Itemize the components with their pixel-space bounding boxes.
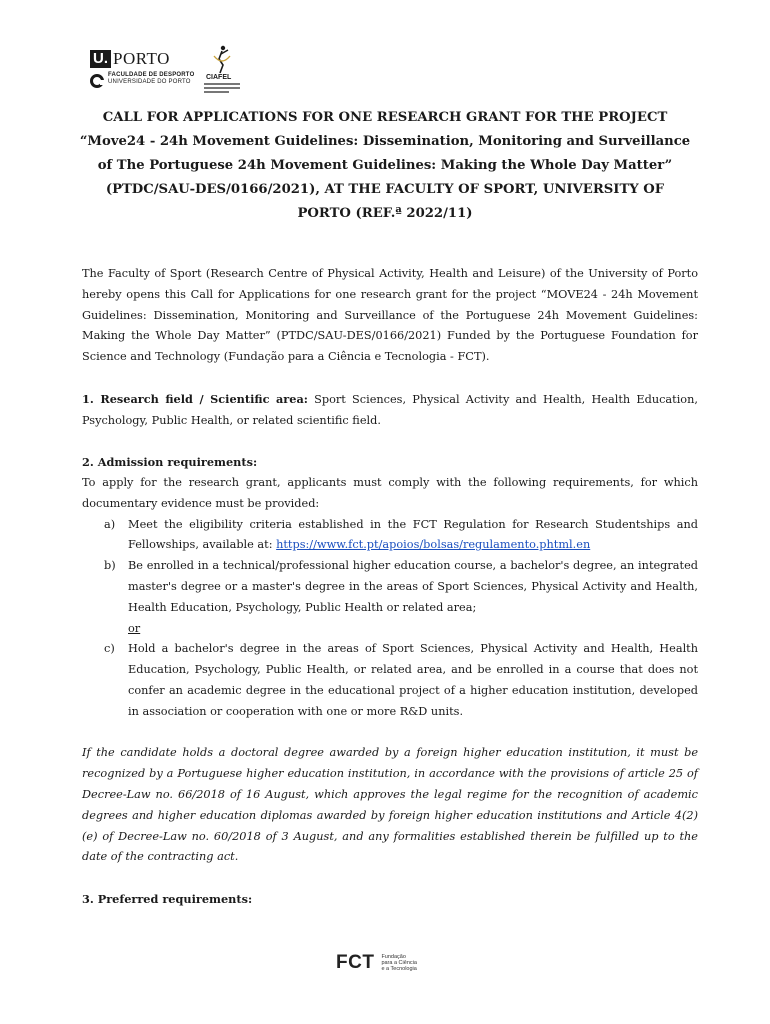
ciafel-subtitle	[204, 83, 240, 95]
list-item-text: Meet the eligibility criteria established in the FCT Regulation for Research Studentships and Fellowships, available at:	[128, 517, 698, 552]
section-heading: 1. Research field / Scientific area:	[82, 391, 308, 406]
document-title	[60, 106, 710, 226]
requirements-list	[82, 515, 698, 619]
requirements-list-cont	[82, 639, 698, 722]
document-body	[82, 264, 698, 910]
section-text: Sport Sciences, Physical Activity and Health, Health Education, Psychology, Public Health, or related scientific field.	[82, 392, 698, 427]
fct-line: para a Ciência	[381, 960, 417, 966]
intro-paragraph: The Faculty of Sport (Research Centre of Physical Activity, Health and Leisure) of the University of Porto hereby opens this Call for Applications for one research grant for the project “MOVE24 - 24h Movement Guidelines: Dissemination, Monitoring and Surveillance of the Portuguese 24h Movement Guidelines: Making the Whole Day Matter” (PTDC/SAU-DES/0166/2021) Funded by the Portuguese Foundation for Science and Technology (Fundação para a Ciência e Tecnologia - FCT).	[82, 267, 698, 364]
fct-subtitle	[381, 954, 416, 972]
or-separator: or	[128, 621, 141, 635]
fct-line: e a Tecnologia	[381, 966, 417, 972]
uporto-word: PORTO	[113, 49, 170, 68]
list-item	[82, 556, 698, 618]
title-line: of The Portuguese 24h Movement Guidelines: Making the Whole Day Matter”	[97, 158, 673, 173]
uporto-logo	[90, 50, 200, 94]
list-item-text: Be enrolled in a technical/professional higher education course, a bachelor's degree, an integrated master's degree or a master's degree in the areas of Sport Sciences, Physical Activity and Health, Health Education, Psychology, Public Health or related area;	[128, 559, 698, 614]
ciafel-logo	[202, 44, 242, 100]
section-heading: 2. Admission requirements:	[82, 455, 258, 470]
title-line: PORTO (REF.ª 2022/11)	[297, 206, 473, 221]
list-item	[82, 515, 698, 557]
header-logos	[90, 44, 290, 100]
section-heading: 3. Preferred requirements:	[82, 891, 253, 906]
list-item	[82, 639, 698, 722]
title-line: “Move24 - 24h Movement Guidelines: Dissemination, Monitoring and Surveillance	[79, 134, 691, 149]
faculty-line2: UNIVERSIDADE DO PORTO	[108, 79, 191, 85]
title-line: CALL FOR APPLICATIONS FOR ONE RESEARCH GRANT FOR THE PROJECT	[102, 110, 668, 125]
list-marker: b)	[104, 559, 116, 573]
ciafel-name: CIAFEL	[206, 74, 232, 81]
list-marker: c)	[104, 642, 115, 656]
admission-lead: To apply for the research grant, applicants must comply with the following requirements, for which documentary evidence must be provided:	[82, 475, 698, 510]
faculty-line1: FACULDADE DE DESPORTO	[108, 72, 195, 78]
uporto-mark: U.	[90, 50, 111, 68]
foreign-degree-note: If the candidate holds a doctoral degree awarded by a foreign higher education institution, it must be recognized by a Portuguese higher education institution, in accordance with the provisions of article 25 of Decree-Law no. 66/2018 of 16 August, which approves the legal regime for the recognition of academic degrees and higher education diplomas awarded by foreign higher education institutions and Article 4(2) (e) of Decree-Law no. 60/2018 of 3 August, and any formalities established therein be fulfilled up to the date of the contracting act.	[82, 746, 698, 864]
fct-logo	[336, 952, 417, 974]
ciafel-figure-icon	[202, 44, 242, 74]
fadeup-ring-icon	[90, 74, 104, 88]
fct-regulation-link[interactable]: https://www.fct.pt/apoios/bolsas/regulamento.phtml.en	[276, 538, 591, 552]
list-marker: a)	[104, 517, 116, 531]
list-item-text: Hold a bachelor's degree in the areas of Sport Sciences, Physical Activity and Health, Health Education, Psychology, Public Health, or related area, and be enrolled in a course that does not confer an academic degree in the educational project of a higher education institution, developed in association or cooperation with one or more R&D units.	[128, 642, 698, 718]
section-research-field	[82, 389, 698, 432]
title-line: (PTDC/SAU-DES/0166/2021), AT THE FACULTY OF SPORT, UNIVERSITY OF	[105, 182, 665, 197]
fct-word: FCT	[336, 952, 375, 973]
fct-line: Fundação	[381, 954, 406, 960]
